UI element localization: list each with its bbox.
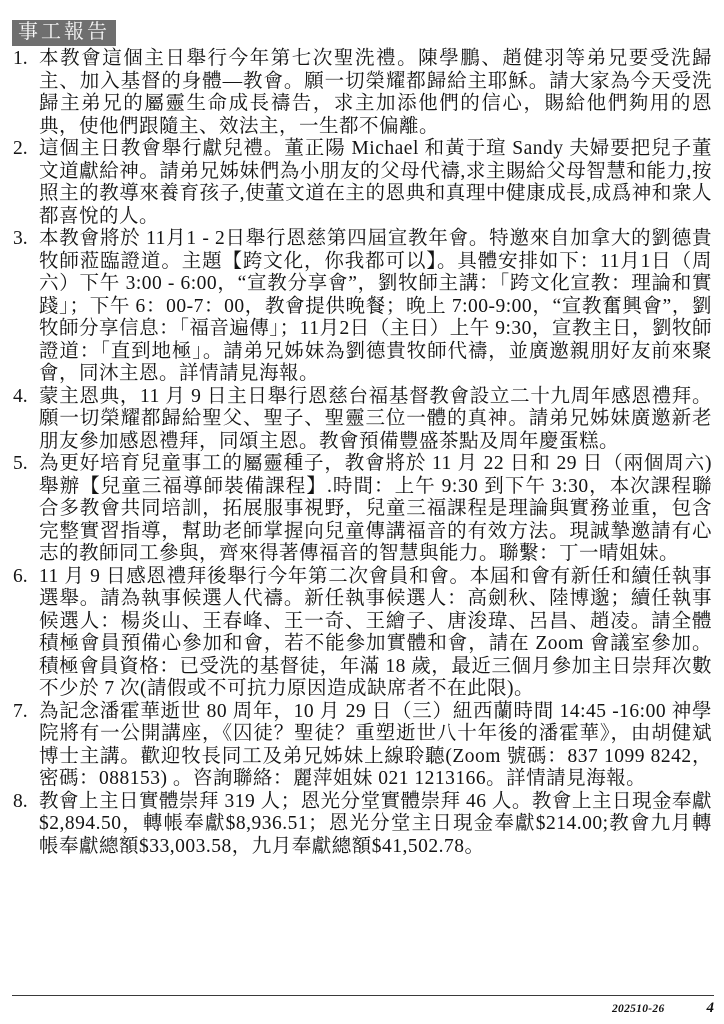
- item-number: 7.: [13, 700, 28, 722]
- item-number: 2.: [13, 138, 28, 159]
- item-text: 本教會這個主日舉行今年第七次聖洗禮。陳學鵬、趙健羽等弟兄要受洗歸主、加入基督的身體—教會。願一切榮耀都歸給主耶穌。請大家為今天受洗歸主弟兄的屬靈生命成長禱告，求主加添他們的信心，賜給他們夠用的恩典，使他們跟隨主、效法主，一生都不偏離。: [39, 48, 712, 137]
- page-number: 4: [706, 1000, 714, 1016]
- report-item-1: [12, 48, 712, 138]
- item-number: 6.: [13, 565, 28, 587]
- item-number: 5.: [13, 453, 28, 474]
- report-item-7: [12, 701, 712, 791]
- item-number: 8.: [13, 790, 28, 812]
- item-number: 4.: [13, 385, 28, 407]
- report-item-3: [12, 228, 712, 386]
- item-text: 這個主日教會舉行獻兒禮。董正陽 Michael 和黃于瑄 Sandy 夫婦要把兒子董文道獻給神。請弟兄姊妹們為小朋友的父母代禱,求主賜給父母智慧和能力,按照主的教導來養育孩子,使董文道在主的恩典和真理中健康成長,成爲神和衆人都喜悅的人。: [39, 138, 712, 227]
- page-footer: [12, 995, 714, 1017]
- item-text: 11 月 9 日感恩禮拜後舉行今年第二次會員和會。本屆和會有新任和續任執事選舉。請為執事候選人代禱。新任執事候選人：高劍秋、陸博邈；續任執事候選人：楊炎山、王春峰、王一奇、王繪子、唐浚瑋、呂昌、趙凌。請全體積極會員預備心參加和會，若不能參加實體和會，請在 Zoom 會議室參加。積極會員資格：已受洗的基督徒，年滿 18 歲，最近三個月參加主日崇拜次數不少於 7 次(請假或不可抗力原因造成缺席者不在此限)。: [39, 565, 712, 699]
- item-text: 教會上主日實體崇拜 319 人；恩光分堂實體崇拜 46 人。教會上主日現金奉獻$2,894.50，轉帳奉獻$8,936.51；恩光分堂主日現金奉獻$214.00;教會九月轉帳奉獻總額$33,003.58，九月奉獻總額$41,502.78。: [39, 790, 712, 857]
- report-item-8: [12, 791, 712, 859]
- document-id: 202510-26: [611, 1003, 665, 1015]
- item-text: 蒙主恩典，11 月 9 日主日舉行恩慈台福基督教會設立二十九周年感恩禮拜。願一切榮耀都歸給聖父、聖子、聖靈三位一體的真神。請弟兄姊妹廣邀新老朋友參加感恩禮拜，同頌主恩。教會預備豐盛茶點及周年慶蛋糕。: [39, 385, 712, 452]
- report-item-6: [12, 566, 712, 701]
- item-text: 本教會將於 11月1 - 2日舉行恩慈第四屆宣教年會。特邀來自加拿大的劉德貴牧師蒞臨證道。主題【跨文化，你我都可以】。具體安排如下：11月1日（周六）下午 3:00 - 6:00，“宣教分享會”，劉牧師主講：「跨文化宣教：理論和實踐」；下午 6：00-7：00，教會提供晚餐；晚上 7:00-9:00，“宣教奮興會”，劉牧師分享信息：「福音遍傳」；11月2日（主日）上午 9:30，宣教主日，劉牧師證道：「直到地極」。請弟兄姊妹為劉德貴牧師代禱，並廣邀親朋好友前來聚會，同沐主恩。詳情請見海報。: [39, 228, 712, 384]
- item-text: 為更好培育兒童事工的屬靈種子，教會將於 11 月 22 日和 29 日（兩個周六)舉辦【兒童三福導師裝備課程】.時間：上午 9:30 到下午 3:30，本次課程聯合多教會共同培訓，拓展服事視野，兒童三福課程是理論與實務並重，包含完整實習指導，幫助老師掌握向兒童傳講福音的有效方法。現誠摯邀請有心志的教師同工參與，齊來得著傳福音的智慧與能力。聯繫：丁一晴姐妹。: [39, 453, 712, 564]
- item-text: 為記念潘霍華逝世 80 周年，10 月 29 日（三）紐西蘭時間 14:45 -16:00 神學院將有一公開講座，《囚徒？聖徒？重塑逝世八十年後的潘霍華》，由胡健斌博士主講。歡迎牧長同工及弟兄姊妹上線聆聽(Zoom 號碼：837 1099 8242，密碼：088153) 。咨詢聯絡：麗萍姐妹 021 1213166。詳情請見海報。: [39, 700, 712, 789]
- item-number: 1.: [13, 48, 28, 69]
- report-list: [12, 48, 712, 858]
- page-title: 事工報告: [12, 20, 116, 46]
- report-item-4: [12, 386, 712, 454]
- report-item-2: [12, 138, 712, 228]
- report-item-5: [12, 453, 712, 566]
- item-number: 3.: [13, 228, 28, 249]
